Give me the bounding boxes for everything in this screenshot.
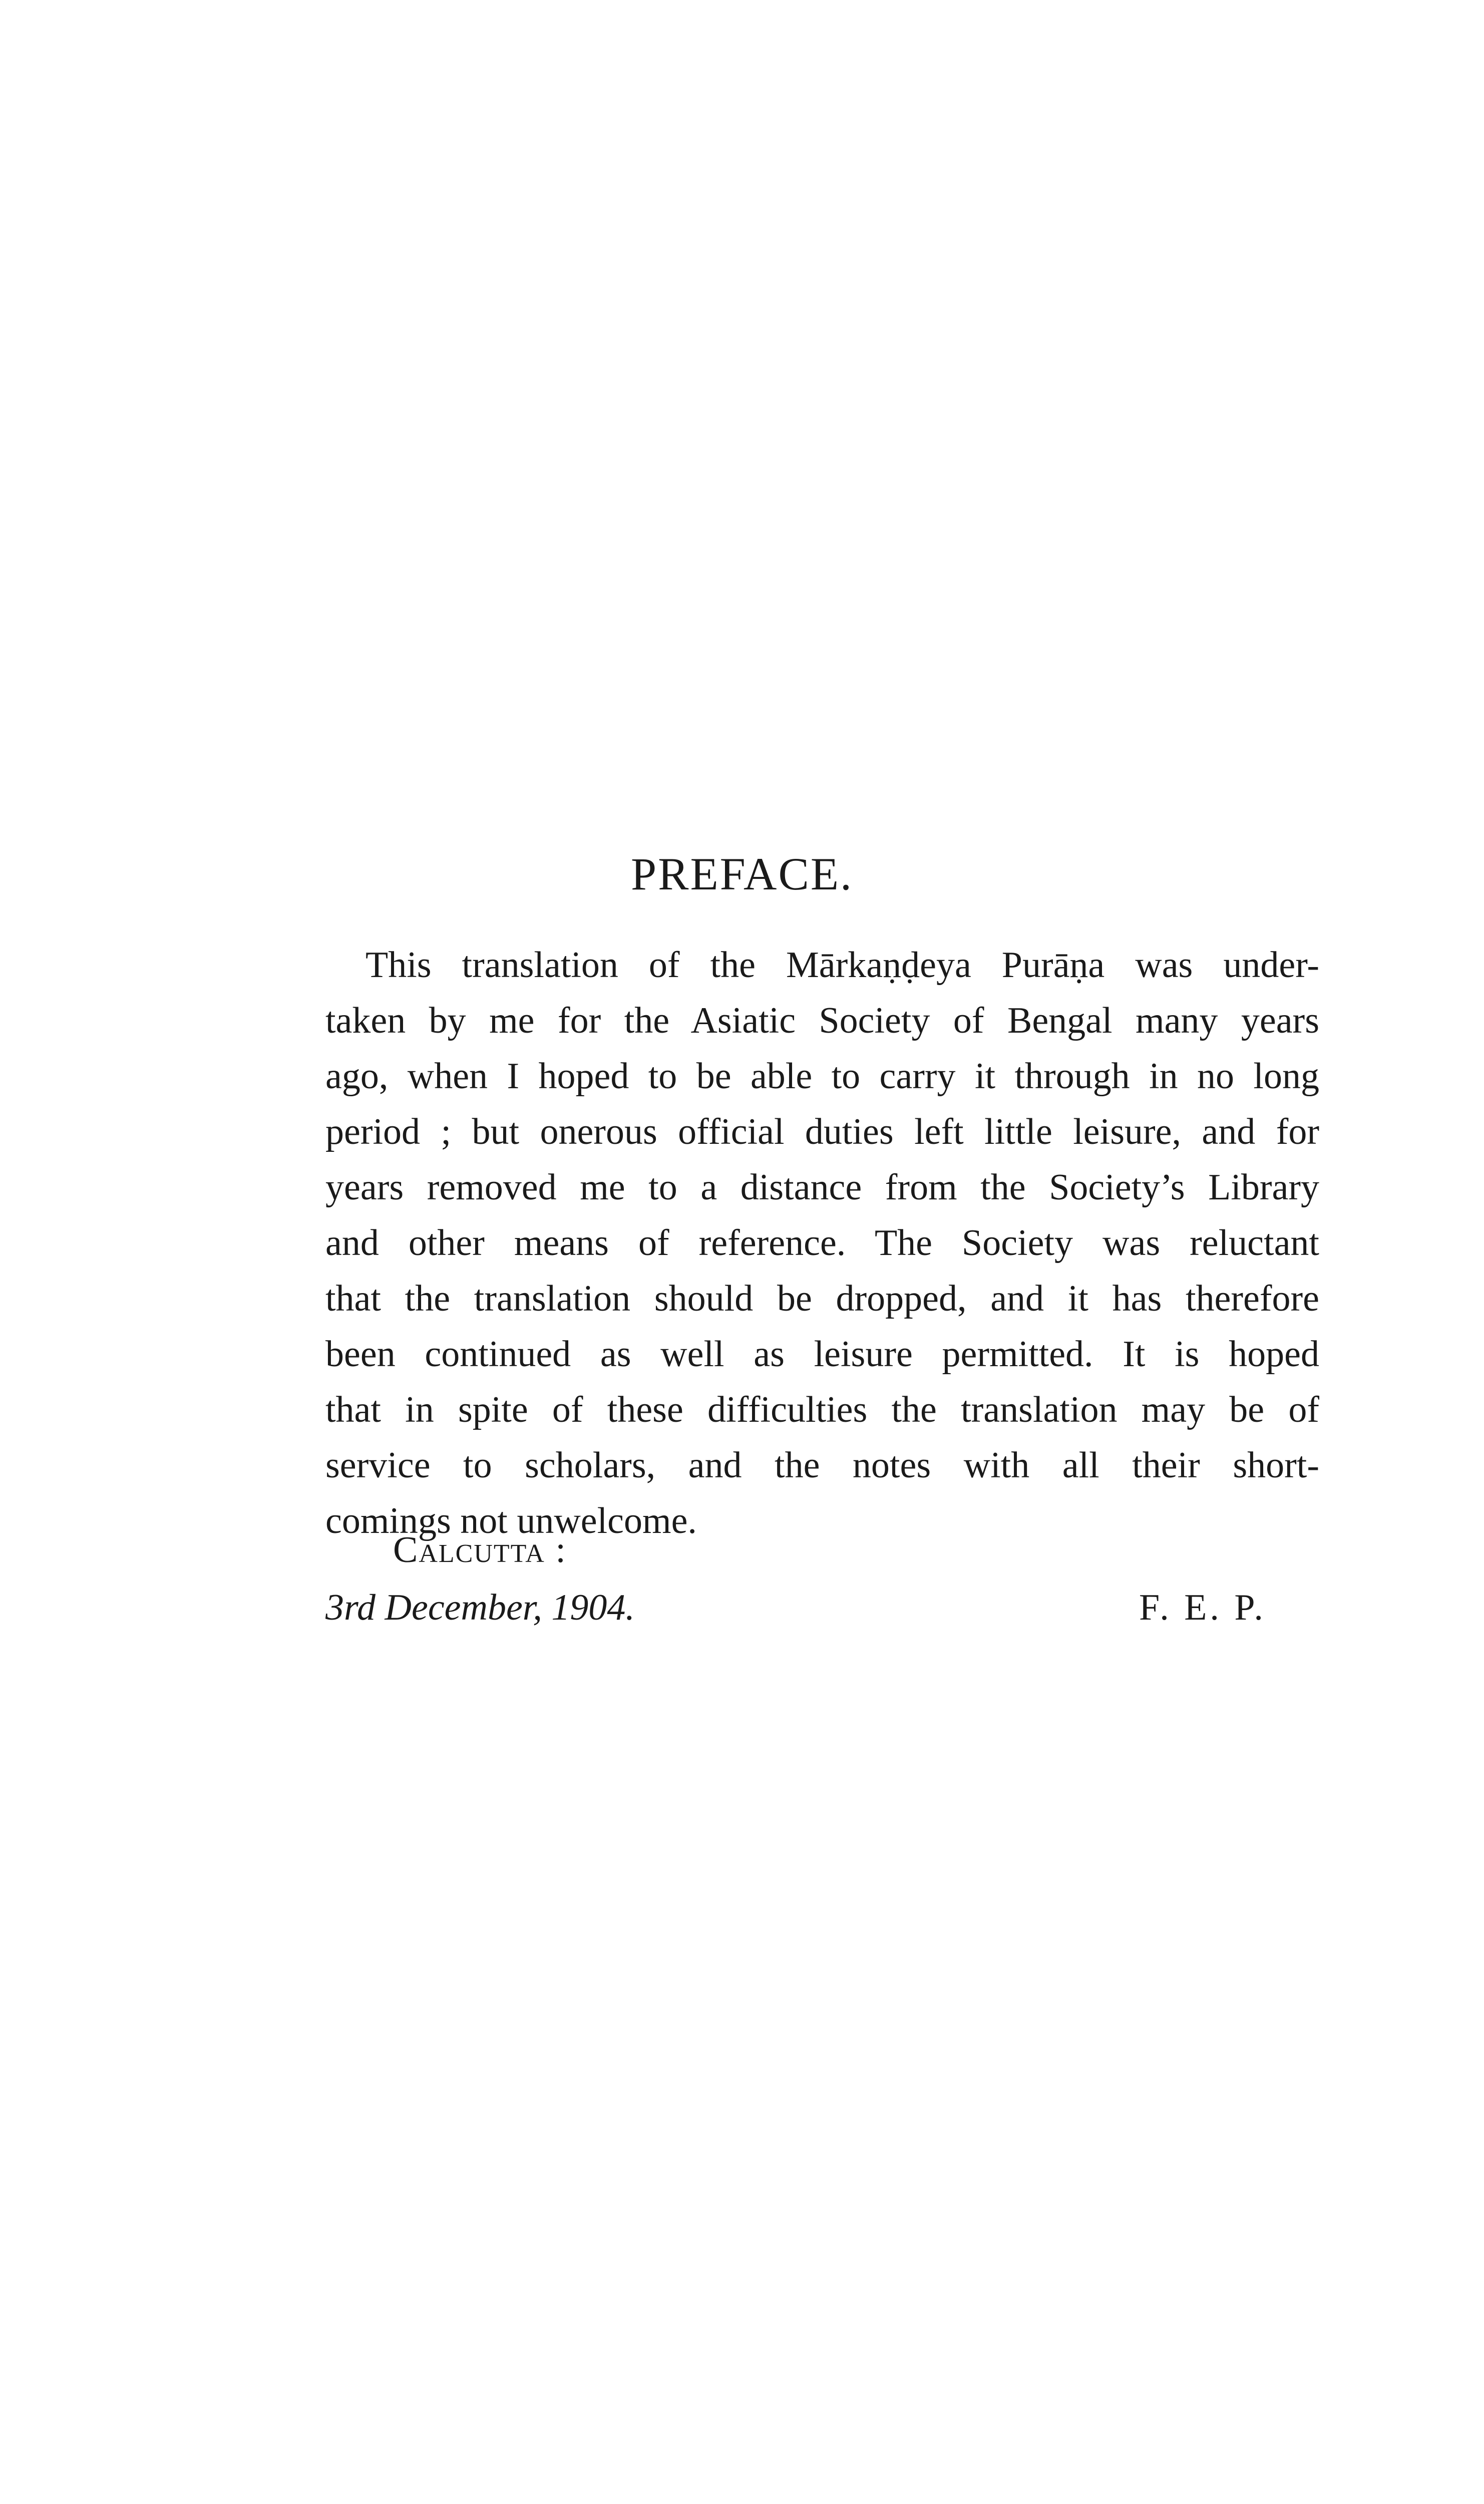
page-title: PREFACE.	[630, 848, 854, 899]
paragraph-line: comings not unwelcome.	[325, 1500, 697, 1541]
paragraph-line: taken by me for the Asiatic Society of Bengal many years	[325, 1000, 1319, 1041]
paragraph-line: and other means of reference. The Society was reluctant	[325, 1222, 1319, 1264]
signoff-date: 3rd December, 1904.	[325, 1587, 635, 1628]
signoff-initials: F. E. P.	[1139, 1587, 1266, 1628]
paragraph-line: This translation of the Mārkaṇḍeya Purāṇa was under-	[365, 945, 1319, 986]
paragraph-line: been continued as well as leisure permitted. It is hoped	[325, 1334, 1319, 1375]
signoff-place: Calcutta :	[393, 1529, 567, 1571]
paragraph-line: that in spite of these difficulties the translation may be of	[325, 1389, 1319, 1430]
paragraph-line: years removed me to a distance from the Society’s Library	[325, 1167, 1319, 1208]
paragraph-line: period ; but onerous official duties left little leisure, and for	[325, 1111, 1319, 1152]
paragraph-line: service to scholars, and the notes with all their short-	[325, 1445, 1319, 1486]
preface-paragraph	[325, 937, 1319, 1549]
paragraph-line: ago, when I hoped to be able to carry it through in no long	[325, 1056, 1319, 1097]
paragraph-line: that the translation should be dropped, and it has therefore	[325, 1278, 1319, 1319]
